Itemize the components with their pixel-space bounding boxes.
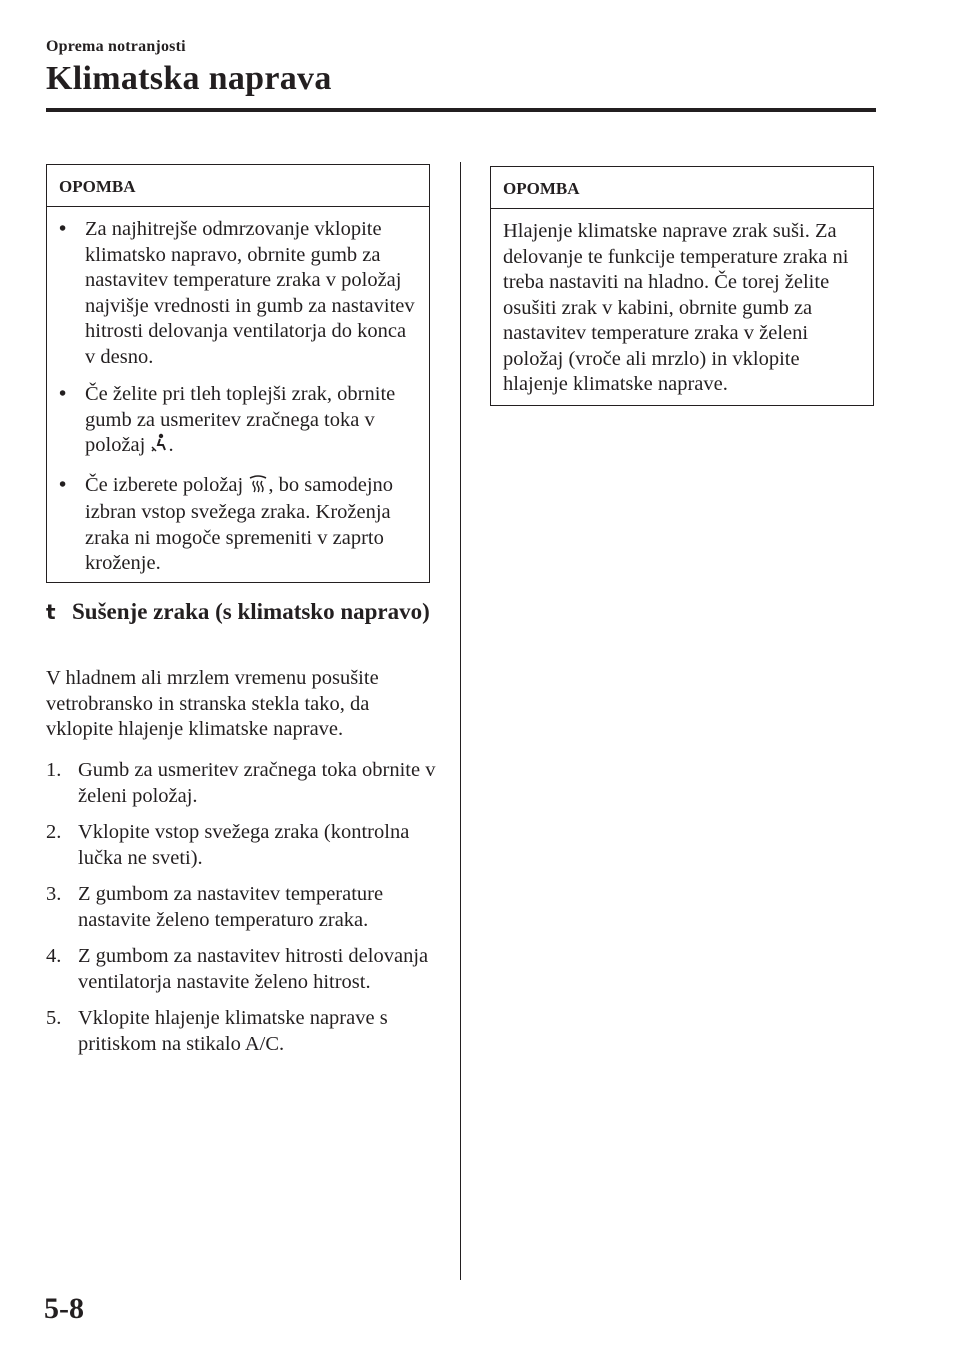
section-marker: t (46, 600, 56, 624)
note-bullet (59, 382, 417, 461)
defrost-icon (248, 475, 268, 501)
note-bullet (59, 473, 417, 577)
note-bullet-text: Če želite pri tleh toplejši zrak, obrnite gumb za usmeritev zračnega toka v položaj (85, 383, 396, 456)
list-item (46, 944, 436, 995)
note-bullet-text-end: , bo samodejno izbran vstop svežega zraka. Kroženja zraka ni mogoče spremeniti v zaprto kroženje. (85, 473, 394, 574)
step-number: 1. (46, 759, 62, 781)
section-heading (46, 598, 446, 626)
right-note-text: Hlajenje klimatske naprave zrak suši. Za delovanje te funkcije temperature zraka ni treba nastaviti na hladno. Če torej želite osušiti zrak v kabini, obrnite gumb za nastavitev temperature zraka v želeni položaj (vroče ali mrzlo) in vklopite hlajenje klimatske naprave. (503, 220, 849, 395)
step-text: Vklopite vstop svežega zraka (kontrolna lučka ne sveti). (78, 821, 410, 869)
page-number: 5-8 (44, 1292, 84, 1325)
left-note-heading: OPOMBA (47, 165, 429, 207)
right-note-box (490, 166, 874, 406)
section-intro: V hladnem ali mrzlem vremenu posušite vetrobransko in stranska stekla tako, da vklopite hlajenje klimatske naprave. (46, 667, 379, 740)
bullet-icon: • (59, 218, 67, 240)
section-label: Oprema notranjosti (46, 38, 186, 55)
step-number: 3. (46, 883, 62, 905)
title-rule (46, 108, 876, 112)
right-note-heading: OPOMBA (491, 167, 873, 209)
note-bullet-text: Če izberete položaj (85, 473, 249, 496)
step-number: 4. (46, 945, 62, 967)
steps-list (46, 758, 436, 1068)
bullet-icon: • (59, 383, 67, 405)
step-text: Gumb za usmeritev zračnega toka obrnite v želeni položaj. (78, 759, 436, 807)
bullet-icon: • (59, 473, 67, 496)
step-text: Vklopite hlajenje klimatske naprave s pritiskom na stikalo A/C. (78, 1007, 388, 1055)
step-number: 5. (46, 1007, 62, 1029)
floor-airflow-icon (150, 433, 168, 461)
list-item (46, 758, 436, 809)
note-bullet (59, 217, 417, 370)
list-item (46, 1006, 436, 1057)
step-number: 2. (46, 821, 62, 843)
page-title: Klimatska naprava (46, 60, 332, 97)
section-heading-text: Sušenje zraka (s klimatsko napravo) (72, 599, 430, 624)
note-bullet-text: Za najhitrejše odmrzovanje vklopite klimatsko napravo, obrnite gumb za nastavitev temperature zraka v položaj najvišje vrednosti in gumb za nastavitev hitrosti delovanja ventilatorja do konca v desno. (85, 218, 415, 368)
note-bullet-text-end: . (168, 434, 174, 456)
column-divider (460, 162, 461, 1280)
list-item (46, 882, 436, 933)
left-note-body (47, 207, 429, 591)
step-text: Z gumbom za nastavitev temperature nastavite želeno temperaturo zraka. (78, 883, 384, 931)
step-text: Z gumbom za nastavitev hitrosti delovanja ventilatorja nastavite želeno hitrost. (78, 945, 429, 993)
left-note-box (46, 164, 430, 583)
list-item (46, 820, 436, 871)
